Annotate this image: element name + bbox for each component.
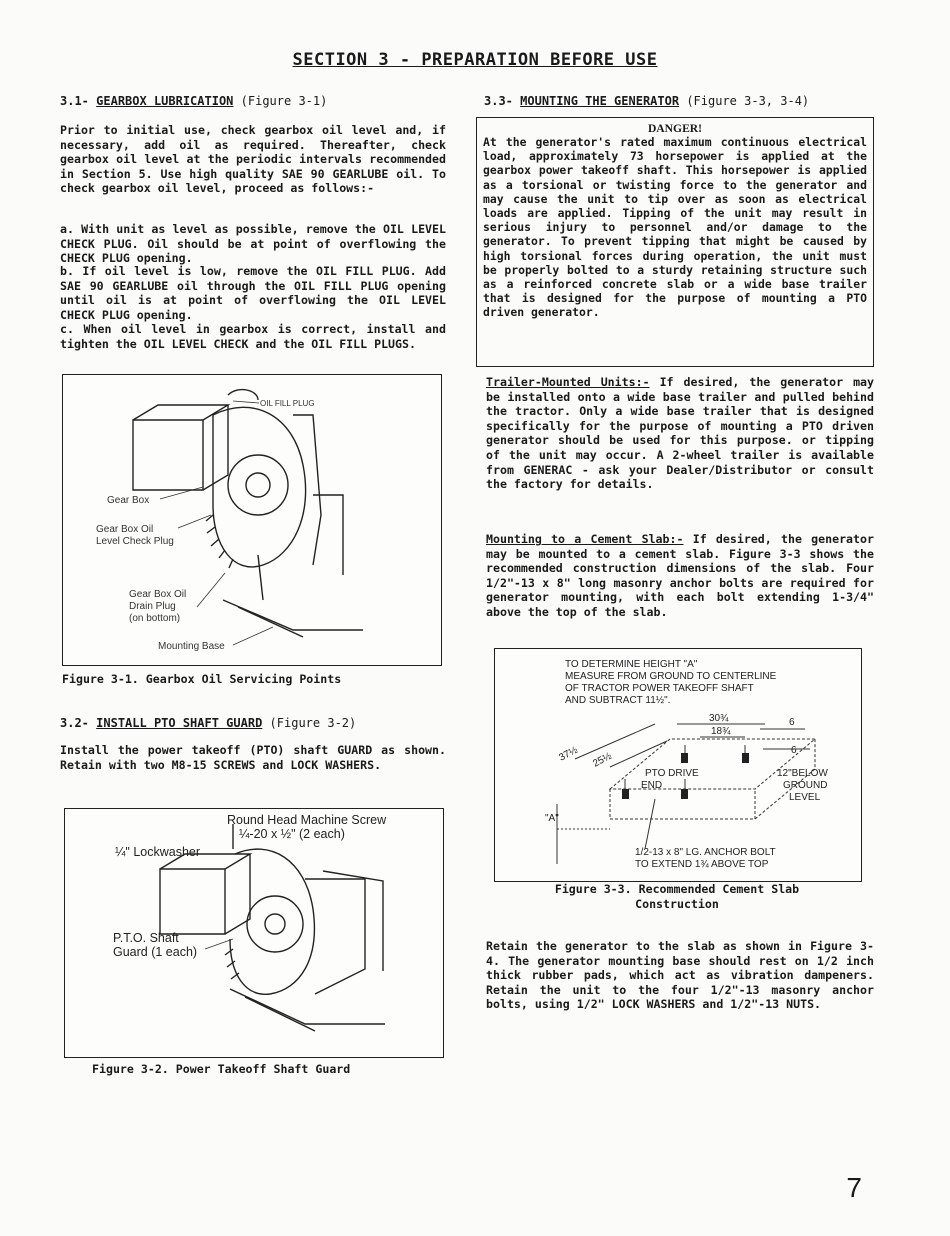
caption-line-2: Construction	[635, 897, 719, 911]
below-3: LEVEL	[789, 792, 821, 803]
gearbox-step-a: a. With unit as level as possible, remove the OIL LEVEL CHECK PLUG. Oil should be at point of overflowing the CHECK PLUG opening.	[60, 222, 446, 266]
bolt-1: 1/2-13 x 8" LG. ANCHOR BOLT	[635, 847, 776, 858]
page-number: 7	[846, 1172, 862, 1203]
slab-label: Mounting to a Cement Slab:-	[486, 532, 684, 546]
dim-37: 37½	[557, 744, 580, 764]
label-screw-1: Round Head Machine Screw	[227, 813, 387, 827]
note-2: MEASURE FROM GROUND TO CENTERLINE	[565, 671, 777, 682]
trailer-paragraph	[486, 375, 874, 492]
figure-3-3	[494, 648, 862, 882]
label-guard-1: P.T.O. Shaft	[113, 931, 179, 945]
trailer-body: If desired, the generator may be installed onto a wide base trailer and pulled behind the tractor. Only a wide base trailer that is designed specifically for the purpose of mounting a PTO driven generator should be used for this purpose. or tipping of the unit may occur. A 2-wheel trailer is available from GENERAC - ask your Dealer/Distributor or consult the factory for details.	[486, 375, 875, 492]
figure-3-2-caption: Figure 3-2. Power Takeoff Shaft Guard	[92, 1062, 351, 1076]
label-drain-1: Gear Box Oil	[129, 589, 187, 600]
below-2: GROUND	[783, 780, 828, 791]
slab-body: If desired, the generator may be mounted to a cement slab. Figure 3-3 shows the recommended construction dimensions of the slab. Four 1/2"-13 x 8" long masonry anchor bolts are required for generator mounting, with each bolt extending 1-3/4" above the top of the slab.	[486, 532, 874, 619]
pto-guard-body: Install the power takeoff (PTO) shaft GUARD as shown. Retain with two M8-15 SCREWS and LOCK WASHERS.	[60, 743, 446, 772]
bolt-2: TO EXTEND 1¾ ABOVE TOP	[635, 859, 769, 870]
dim-18: 18¾	[711, 726, 731, 737]
trailer-label: Trailer-Mounted Units:-	[486, 375, 650, 389]
a-label: "A"	[545, 813, 559, 824]
gearbox-step-c: c. When oil level in gearbox is correct, install and tighten the OIL LEVEL CHECK and the OIL FILL PLUGS.	[60, 322, 446, 351]
label-mounting-base: Mounting Base	[158, 641, 225, 652]
note-1: TO DETERMINE HEIGHT "A"	[565, 659, 698, 670]
label-gear-box: Gear Box	[107, 495, 150, 506]
below-1: 12"BELOW	[777, 768, 828, 779]
figure-3-1-caption: Figure 3-1. Gearbox Oil Servicing Points	[62, 672, 342, 686]
figure-3-1	[62, 374, 442, 666]
dim-6b: 6	[791, 745, 797, 756]
label-guard-2: Guard (1 each)	[113, 945, 198, 959]
figure-3-3-caption	[494, 882, 860, 912]
pto-1: PTO DRIVE	[645, 768, 699, 779]
dim-30: 30¾	[709, 713, 729, 724]
dim-25: 25½	[591, 750, 614, 770]
label-screw-2: ¼-20 x ½" (2 each)	[239, 827, 345, 841]
danger-title: DANGER!	[647, 122, 703, 135]
note-3: OF TRACTOR POWER TAKEOFF SHAFT	[565, 683, 754, 694]
gearbox-step-b: b. If oil level is low, remove the OIL FILL PLUG. Add SAE 90 GEARLUBE oil through the OIL FILL PLUG opening until oil is at point of overflowing the OIL LEVEL CHECK PLUG opening.	[60, 264, 446, 322]
note-4: AND SUBTRACT 11½".	[565, 695, 671, 706]
slab-diagram	[495, 649, 861, 881]
label-oil-fill-plug: OIL FILL PLUG	[260, 399, 315, 408]
dim-6a: 6	[789, 717, 795, 728]
gearbox-illustration	[63, 375, 441, 665]
mounting-heading: 3.3- MOUNTING THE GENERATOR (Figure 3-3, 3-4)	[484, 94, 810, 108]
label-lockwasher: ¼" Lockwasher	[115, 845, 201, 859]
section-title: SECTION 3 - PREPARATION BEFORE USE	[292, 50, 658, 70]
gearbox-heading: 3.1- GEARBOX LUBRICATION (Figure 3-1)	[60, 94, 328, 108]
pto-2: END	[641, 780, 663, 791]
label-check-plug-2: Level Check Plug	[96, 536, 174, 547]
slab-paragraph	[486, 532, 874, 620]
retain-paragraph: Retain the generator to the slab as shown in Figure 3-4. The generator mounting base should rest on 1/2 inch thick rubber pads, which act as vibration dampeners. Retain the unit to the four 1/2"-13 masonry anchor bolts, using 1/2" LOCK WASHERS and 1/2"-13 NUTS.	[486, 939, 874, 1012]
label-drain-3: (on bottom)	[129, 613, 181, 624]
gearbox-intro: Prior to initial use, check gearbox oil level and, if necessary, add oil as required. Thereafter, check gearbox oil level at the periodic intervals recommended in Section 5. Use high quality SAE 90 GEARLUBE oil. To check gearbox oil level, proceed as follows:-	[60, 123, 446, 196]
danger-box	[476, 117, 874, 367]
pto-guard-heading: 3.2- INSTALL PTO SHAFT GUARD (Figure 3-2)	[60, 716, 357, 730]
caption-line-1: Figure 3-3. Recommended Cement Slab	[554, 882, 800, 896]
figure-3-2	[64, 808, 444, 1058]
label-check-plug-1: Gear Box Oil	[96, 524, 154, 535]
label-drain-2: Drain Plug	[129, 601, 176, 612]
pto-guard-illustration	[65, 809, 443, 1057]
danger-body: At the generator's rated maximum continuous electrical load, approximately 73 horsepower is applied at the gearbox power takeoff shaft. This horsepower is applied as a torsional or twisting force to the generator and may cause the unit to tip over as soon as electrical loads are applied. Tipping of the unit may result in serious injury to personnel and/or damage to the generator. To prevent tipping that might be caused by high torsional forces during operation, the unit must be properly bolted to a sturdy retaining structure such as a reinforced concrete slab or a wide base trailer that is designed for the purpose of mounting a PTO driven generator.	[483, 135, 867, 320]
